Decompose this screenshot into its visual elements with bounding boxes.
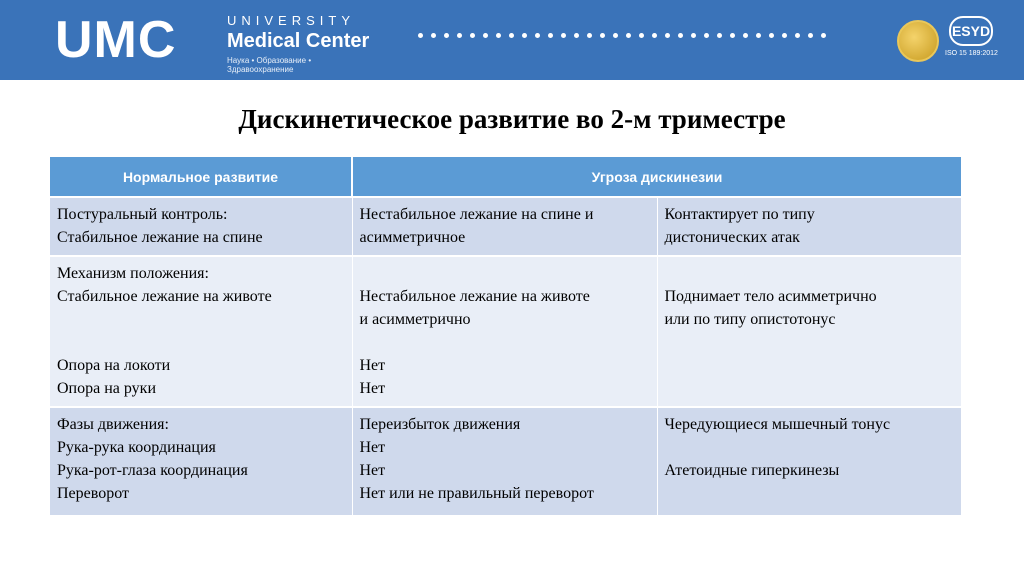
header-dyskinesia-threat: Угроза дискинезии (352, 157, 961, 197)
table-cell: Чередующиеся мышечный тонус Атетоидные гиперкинезы (657, 407, 961, 515)
table-cell: Переизбыток движения Нет Нет Нет или не правильный переворот (352, 407, 657, 515)
table-row (50, 407, 961, 515)
table-header-row (50, 157, 961, 197)
header-normal-development: Нормальное развитие (50, 157, 352, 197)
table-cell: Нестабильное лежание на спине и асимметричное (352, 197, 657, 256)
table-cell: Контактирует по типу дистонических атак (657, 197, 961, 256)
table-cell: Нестабильное лежание на животе и асимметрично Нет Нет (352, 256, 657, 407)
comparison-table (50, 157, 961, 515)
table-cell: Постуральный контроль: Стабильное лежание на спине (50, 197, 352, 256)
table-row (50, 197, 961, 256)
table-cell: Механизм положения: Стабильное лежание на животе Опора на локоти Опора на руки (50, 256, 352, 407)
logo-umc-text: UMC (55, 11, 177, 69)
logo-tagline: Наука • Образование • Здравоохранение (227, 56, 312, 74)
logo-university-text: UNIVERSITY (227, 13, 356, 28)
iso-label: ISO 15 189:2012 (945, 50, 998, 57)
gold-seal-icon (897, 20, 939, 62)
header-banner (0, 0, 1024, 80)
slide-title: Дискинетическое развитие во 2-м триместре (238, 104, 786, 134)
decorative-dots (418, 33, 826, 45)
umc-logo (55, 10, 375, 74)
table-row (50, 256, 961, 407)
table-cell: Фазы движения: Рука-рука координация Рука-рот-глаза координация Переворот (50, 407, 352, 515)
esyd-cert-logo (945, 16, 1001, 72)
esyd-mark-icon: ESYD (949, 16, 993, 46)
logo-medical-center-text: Medical Center (227, 30, 370, 52)
table-cell: Поднимает тело асимметрично или по типу опистотонус (657, 256, 961, 407)
